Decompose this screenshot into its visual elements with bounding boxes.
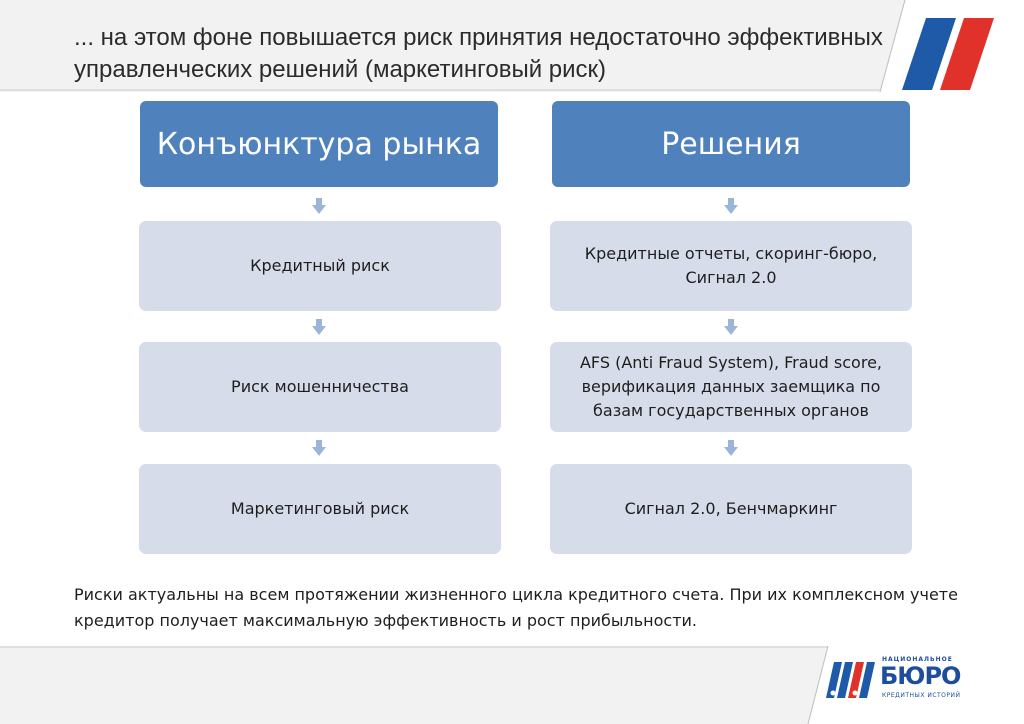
right-item-afs: AFS (Anti Fraud System), Fraud score, верификация данных заемщика по базам государственных органов: [550, 342, 912, 432]
logo-line-bureau: БЮРО: [880, 662, 961, 690]
right-item-credit-reports: Кредитные отчеты, скоринг-бюро, Сигнал 2.0: [550, 221, 912, 311]
down-arrow-icon: [724, 198, 738, 214]
logo-line-credit-histories: КРЕДИТНЫХ ИСТОРИЙ: [882, 692, 961, 699]
nbki-logo-icon: [826, 662, 875, 698]
down-arrow-icon: [312, 319, 326, 335]
flag-stripes-icon: [902, 18, 994, 90]
down-arrow-icon: [312, 440, 326, 456]
down-arrow-icon: [724, 440, 738, 456]
market-conditions-heading: Конъюнктура рынка: [140, 101, 498, 187]
left-item-credit-risk: Кредитный риск: [139, 221, 501, 311]
summary-note: Риски актуальны на всем протяжении жизненного цикла кредитного счета. При их комплексном учете кредитор получает максимальную эффективность и рост прибыльности.: [74, 585, 958, 630]
logo-line-national: НАЦИОНАЛЬНОЕ: [882, 656, 953, 663]
left-item-fraud-risk: Риск мошенничества: [139, 342, 501, 432]
down-arrow-icon: [724, 319, 738, 335]
right-item-benchmarking: Сигнал 2.0, Бенчмаркинг: [550, 464, 912, 554]
slide-title: ... на этом фоне повышается риск принятия недостаточно эффективных управленческих решений (маркетинговый риск): [74, 24, 883, 83]
down-arrow-icon: [312, 198, 326, 214]
footer-band: [0, 646, 1024, 724]
left-item-marketing-risk: Маркетинговый риск: [139, 464, 501, 554]
solutions-heading: Решения: [552, 101, 910, 187]
